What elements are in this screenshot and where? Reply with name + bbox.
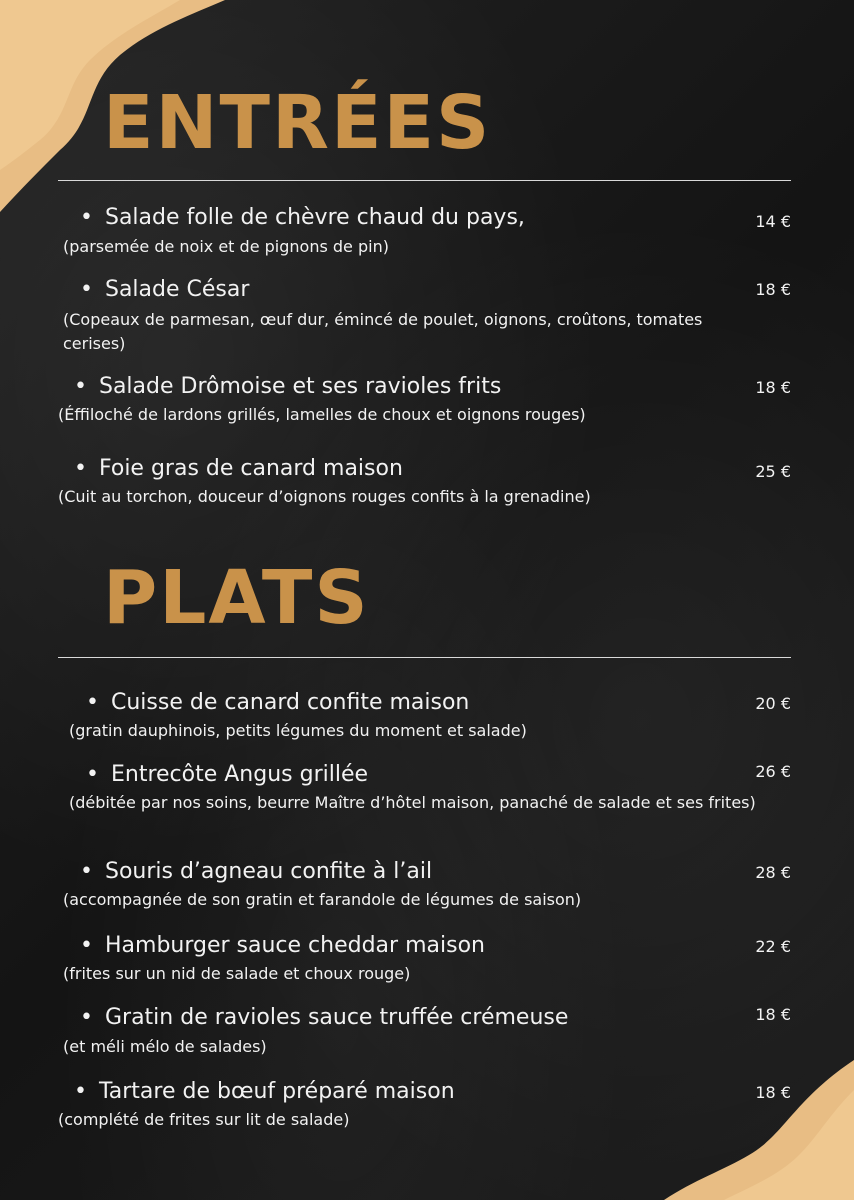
- menu-item-price: 18 €: [755, 1005, 791, 1024]
- menu-item-name: • Foie gras de canard maison: [74, 456, 403, 481]
- menu-item-name: • Salade Drômoise et ses ravioles frits: [74, 374, 501, 399]
- menu-item-name: • Gratin de ravioles sauce truffée crémeuse: [80, 1005, 568, 1030]
- menu-item-price: 25 €: [755, 462, 791, 481]
- menu-item-description: (Cuit au torchon, douceur d’oignons rouges confits à la grenadine): [58, 487, 591, 506]
- menu-item-name: • Salade folle de chèvre chaud du pays,: [80, 205, 525, 230]
- menu-item-price: 18 €: [755, 280, 791, 299]
- menu-item-name: • Hamburger sauce cheddar maison: [80, 933, 485, 958]
- menu-item-description: (parsemée de noix et de pignons de pin): [63, 237, 389, 256]
- menu-item-price: 18 €: [755, 1083, 791, 1102]
- menu-item-name: • Entrecôte Angus grillée: [86, 762, 368, 787]
- menu-item-price: 26 €: [755, 762, 791, 781]
- menu-item-description: (Copeaux de parmesan, œuf dur, émincé de poulet, oignons, croûtons, tomates cerises): [63, 310, 703, 353]
- menu-item-description: (gratin dauphinois, petits légumes du moment et salade): [69, 721, 527, 740]
- plats-divider: [58, 657, 791, 658]
- entrees-divider: [58, 180, 791, 181]
- menu-item-description: (débitée par nos soins, beurre Maître d’hôtel maison, panaché de salade et ses frites): [69, 793, 756, 812]
- menu-item-description: (frites sur un nid de salade et choux rouge): [63, 964, 411, 983]
- menu-item-name: • Tartare de bœuf préparé maison: [74, 1079, 455, 1104]
- menu-item-name: • Salade César: [80, 277, 249, 302]
- entrees-title: ENTRÉES: [103, 80, 492, 166]
- menu-item-price: 20 €: [755, 694, 791, 713]
- menu-item-price: 22 €: [755, 937, 791, 956]
- menu-item-name: • Souris d’agneau confite à l’ail: [80, 859, 432, 884]
- menu-item-name: • Cuisse de canard confite maison: [86, 690, 469, 715]
- menu-item-description: (accompagnée de son gratin et farandole de légumes de saison): [63, 890, 582, 909]
- plats-title: PLATS: [103, 555, 370, 641]
- menu-item-price: 14 €: [755, 212, 791, 231]
- menu-item-description: (complété de frites sur lit de salade): [58, 1110, 350, 1129]
- menu-item-price: 18 €: [755, 378, 791, 397]
- menu-item-price: 28 €: [755, 863, 791, 882]
- menu-item-description: (Éffiloché de lardons grillés, lamelles de choux et oignons rouges): [58, 405, 586, 424]
- menu-item-description: (et méli mélo de salades): [63, 1037, 267, 1056]
